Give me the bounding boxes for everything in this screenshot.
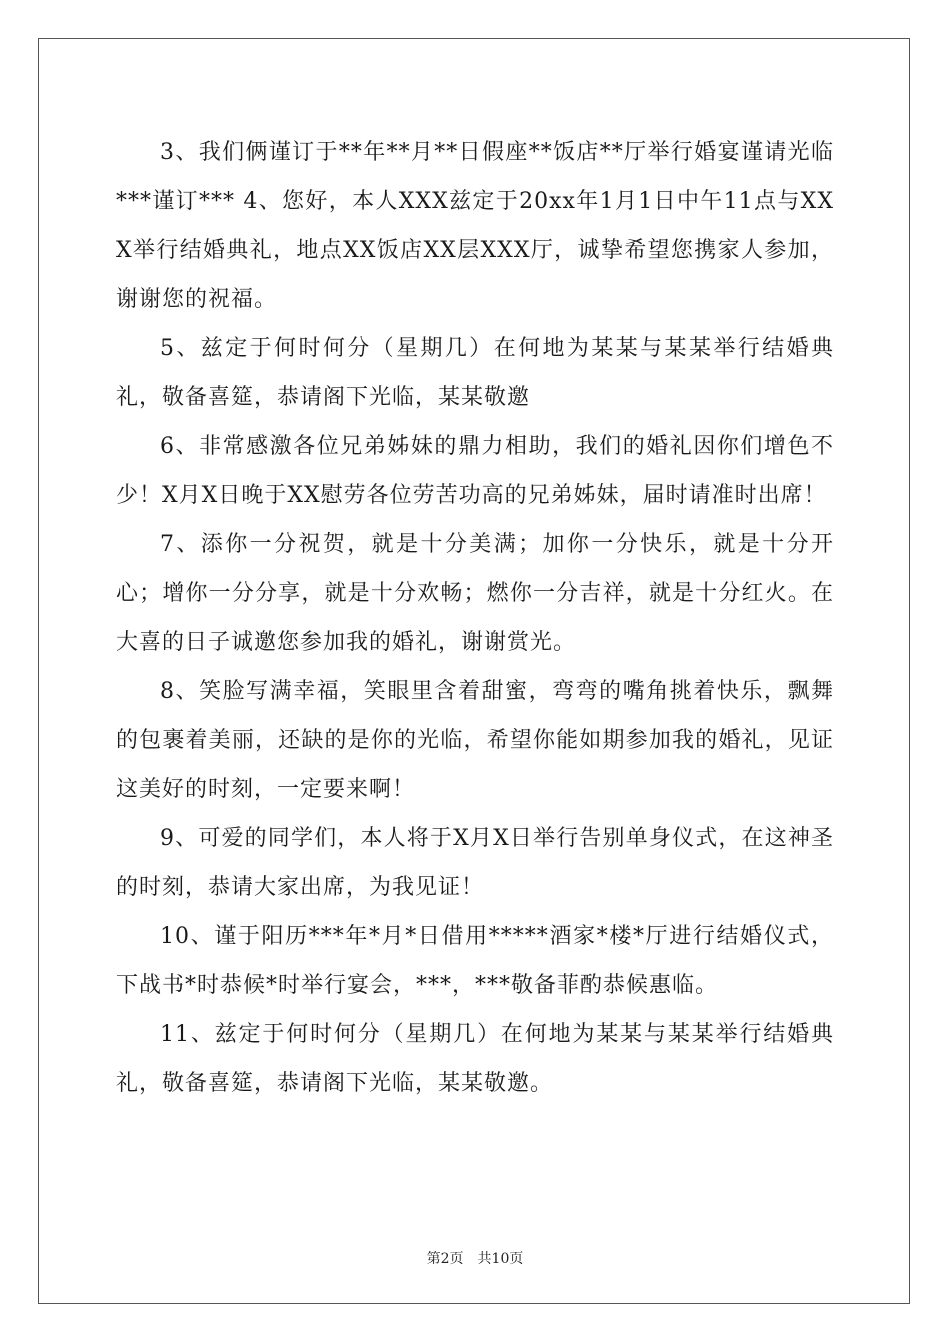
page-footer — [0, 1248, 950, 1268]
paragraph-9: 9、可爱的同学们，本人将于X月X日举行告别单身仪式，在这神圣的时刻，恭请大家出席，为我见证！ — [116, 826, 834, 900]
document-body — [116, 128, 834, 1108]
paragraph-5: 5、兹定于何时何分（星期几）在何地为某某与某某举行结婚典礼，敬备喜筵，恭请阁下光临，某某敬邀 — [116, 336, 834, 410]
paragraph-3-4: 3、我们俩谨订于**年**月**日假座**饭店**厅举行婚宴谨请光临***谨订*** 4、您好，本人XXX兹定于20xx年1月1日中午11点与XXX举行结婚典礼，地点XX饭店XX层XXX厅，诚挚希望您携家人参加，谢谢您的祝福。 — [116, 140, 834, 312]
paragraph-6: 6、非常感激各位兄弟姊妹的鼎力相助，我们的婚礼因你们增色不少！X月X日晚于XX慰劳各位劳苦功高的兄弟姊妹，届时请准时出席！ — [116, 434, 834, 508]
page-number-total: 共10页 — [477, 1251, 524, 1267]
paragraph-10: 10、谨于阳历***年*月*日借用*****酒家*楼*厅进行结婚仪式，下战书*时恭候*时举行宴会，***，***敬备菲酌恭候惠临。 — [116, 924, 834, 998]
page-number-current: 第2页 — [426, 1251, 464, 1267]
paragraph-11: 11、兹定于何时何分（星期几）在何地为某某与某某举行结婚典礼，敬备喜筵，恭请阁下光临，某某敬邀。 — [116, 1022, 834, 1096]
paragraph-7: 7、添你一分祝贺，就是十分美满；加你一分快乐，就是十分开心；增你一分分享，就是十分欢畅；燃你一分吉祥，就是十分红火。在大喜的日子诚邀您参加我的婚礼，谢谢赏光。 — [116, 532, 834, 655]
paragraph-8: 8、笑脸写满幸福，笑眼里含着甜蜜，弯弯的嘴角挑着快乐，飘舞的包裹着美丽，还缺的是你的光临，希望你能如期参加我的婚礼，见证这美好的时刻，一定要来啊！ — [116, 679, 834, 802]
